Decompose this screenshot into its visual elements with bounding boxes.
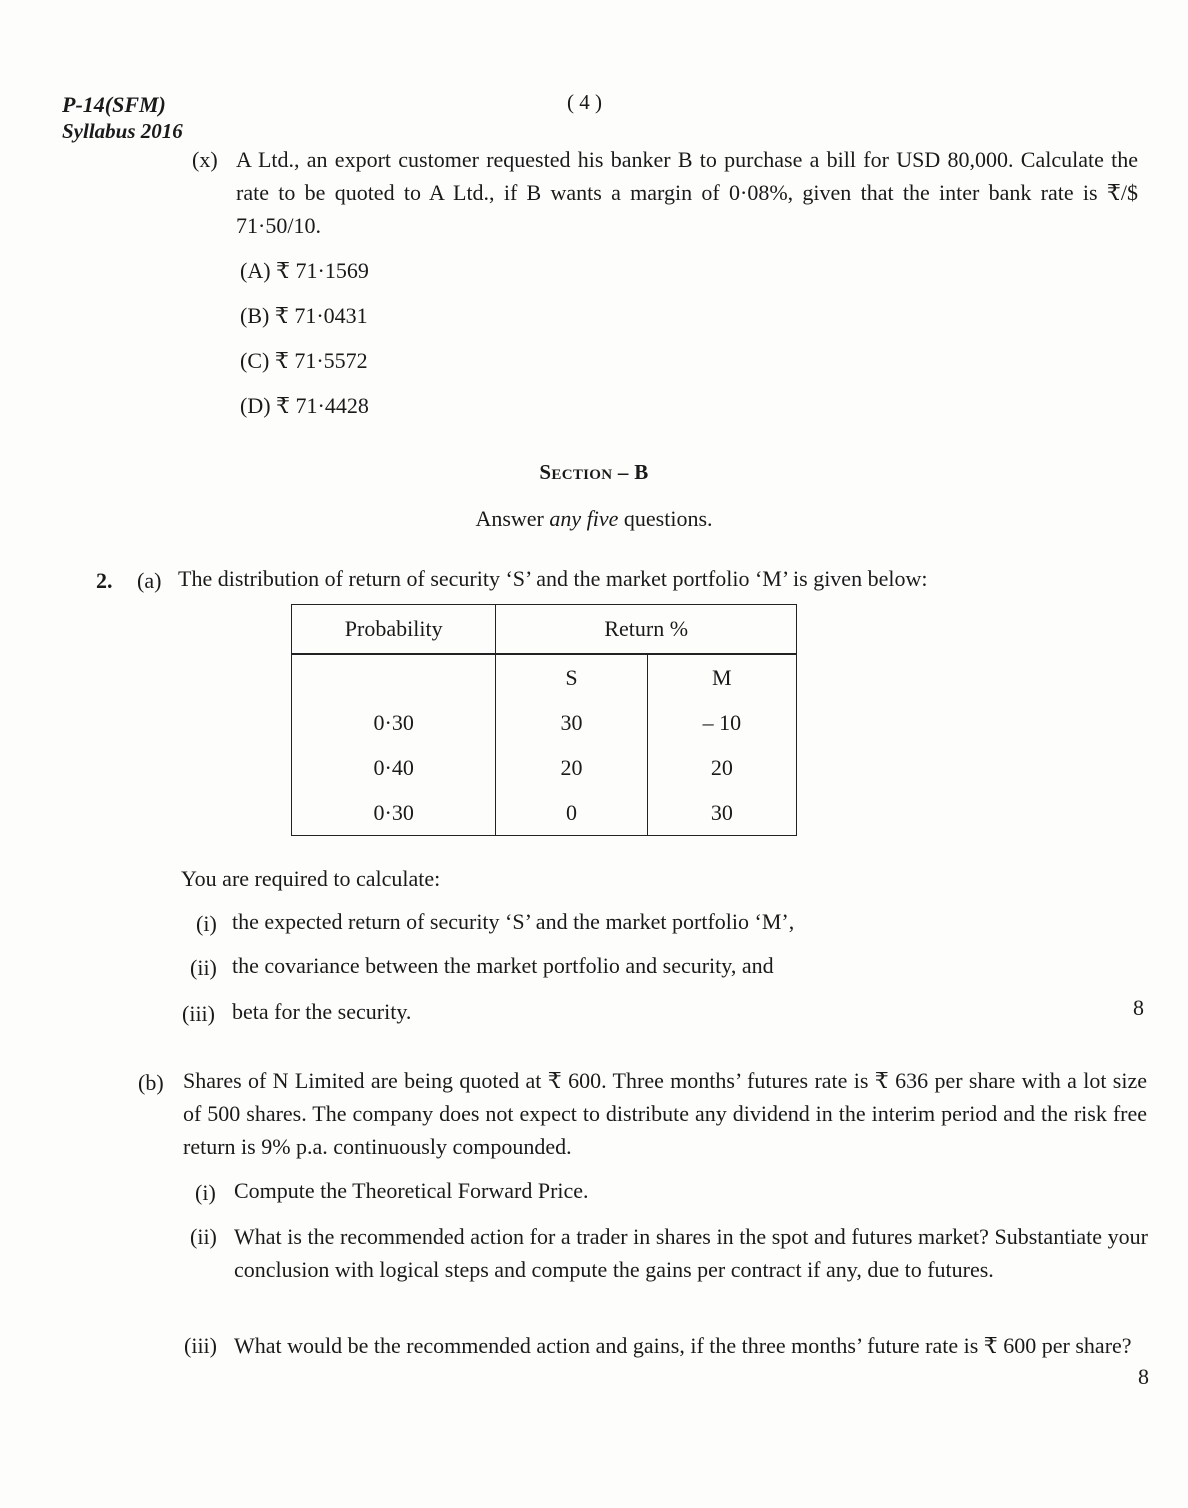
question-x-label: (x) <box>192 147 218 172</box>
section-b-title: Section – B <box>539 460 649 484</box>
option-a <box>240 258 369 284</box>
return-s-column <box>496 654 647 836</box>
q2b-item-2-label: (ii) <box>190 1224 217 1249</box>
return-m-value: – 10 <box>702 710 742 735</box>
q2b-item-2-text: What is the recommended action for a trader in shares in the spot and futures market? Substantiate your conclusion with logical steps and compute the gains per contract if any, due to futures. <box>234 1224 1148 1282</box>
header-probability: Probability <box>292 605 496 655</box>
probability-column <box>292 654 496 836</box>
instruction-prefix: Answer <box>475 506 544 531</box>
q2b-item-1-label: (i) <box>195 1180 216 1205</box>
instruction-suffix: questions. <box>623 506 713 531</box>
option-b <box>240 303 368 329</box>
paper-code: P-14(SFM) <box>62 92 166 117</box>
return-m-value: 20 <box>710 755 733 780</box>
option-d <box>240 393 369 419</box>
required-text: You are required to calculate: <box>181 866 441 891</box>
return-m-value: 30 <box>710 800 733 825</box>
question-2a-label: (a) <box>137 568 162 593</box>
q2b-item-3-text: What would be the recommended action and gains, if the three months’ future rate is ₹ 600 per share? <box>234 1333 1132 1358</box>
question-2a-text: The distribution of return of security ‘S’ and the market portfolio ‘M’ is given below: <box>178 566 928 591</box>
marks-2b: 8 <box>1138 1364 1149 1389</box>
q2a-item-2-label: (ii) <box>190 955 217 980</box>
return-m-column <box>647 654 796 836</box>
return-distribution-table <box>291 604 797 836</box>
q2a-item-3-label: (iii) <box>182 1001 215 1026</box>
q2a-item-3-text: beta for the security. <box>232 999 412 1024</box>
q2b-item-1-text: Compute the Theoretical Forward Price. <box>234 1178 589 1203</box>
question-2-number: 2. <box>96 568 113 593</box>
page-number: ( 4 ) <box>567 90 602 114</box>
subheader-m: M <box>712 665 732 690</box>
section-b-instruction <box>0 506 1188 532</box>
syllabus-label: Syllabus 2016 <box>62 119 183 143</box>
q2a-item-1-label: (i) <box>196 911 217 936</box>
option-b-value: ₹ 71·0431 <box>274 303 368 328</box>
q2a-item-2-text: the covariance between the market portfolio and security, and <box>232 953 774 978</box>
probability-value: 0·40 <box>373 755 414 780</box>
header-return: Return % <box>496 605 797 655</box>
option-c-value: ₹ 71·5572 <box>274 348 368 373</box>
option-c-label: (C) <box>240 348 270 373</box>
marks-2a: 8 <box>1133 995 1144 1020</box>
instruction-emphasis: any five <box>549 506 619 531</box>
option-b-label: (B) <box>240 303 270 328</box>
return-s-value: 0 <box>566 800 578 825</box>
return-s-value: 30 <box>560 710 583 735</box>
question-x-text: A Ltd., an export customer requested his banker B to purchase a bill for USD 80,000. Calculate the rate to be quoted to A Ltd., if B wants a margin of 0·08%, given that the inter bank rate is ₹/$ 71·50/10. <box>236 147 1138 238</box>
option-a-label: (A) <box>240 258 271 283</box>
subheader-s: S <box>565 665 578 690</box>
option-a-value: ₹ 71·1569 <box>276 258 369 283</box>
option-c <box>240 348 368 374</box>
question-2b-text: Shares of N Limited are being quoted at ₹ 600. Three months’ futures rate is ₹ 636 per share with a lot size of 500 shares. The company does not expect to distribute any dividend in the interim period and the risk free return is 9% p.a. continuously compounded. <box>183 1068 1147 1159</box>
probability-value: 0·30 <box>373 710 414 735</box>
option-d-label: (D) <box>240 393 271 418</box>
return-s-value: 20 <box>560 755 583 780</box>
option-d-value: ₹ 71·4428 <box>276 393 369 418</box>
question-2b-label: (b) <box>138 1070 164 1095</box>
probability-value: 0·30 <box>373 800 414 825</box>
q2b-item-3-label: (iii) <box>184 1333 217 1358</box>
q2a-item-1-text: the expected return of security ‘S’ and the market portfolio ‘M’, <box>232 909 795 934</box>
